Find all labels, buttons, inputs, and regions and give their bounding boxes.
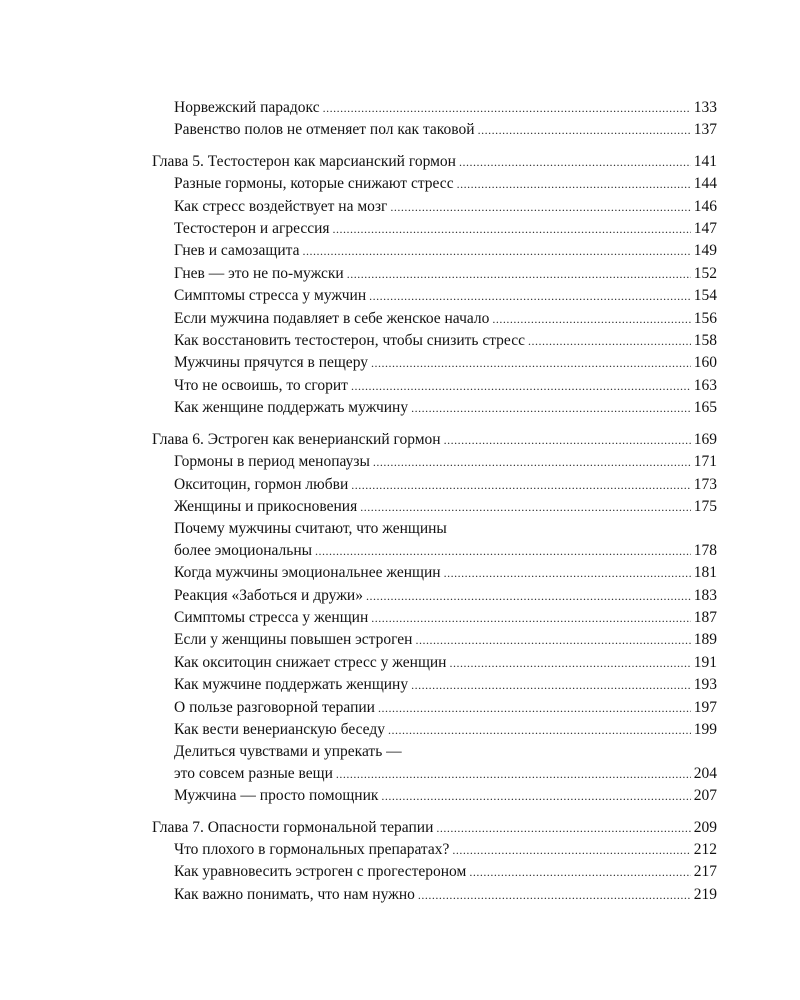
dot-leader xyxy=(411,675,691,696)
toc-subsection-entry xyxy=(152,330,717,352)
toc-entry-title: Если мужчина подавляет в себе женское начало xyxy=(174,309,490,327)
section-gap xyxy=(152,808,717,817)
toc-page-number: 156 xyxy=(693,309,717,327)
toc-page-number: 137 xyxy=(693,121,717,139)
toc-subsection-entry xyxy=(152,97,717,119)
dot-leader xyxy=(459,152,691,173)
toc-entry-title: Глава 7. Опасности гормональной терапии xyxy=(152,818,434,836)
toc-page-number: 193 xyxy=(693,676,717,694)
toc-subsection-entry xyxy=(152,741,717,785)
toc-entry-title: Тестостерон и агрессия xyxy=(174,220,330,238)
toc-subsection-entry xyxy=(152,652,717,674)
dot-leader xyxy=(369,286,691,307)
toc-entry-title: Что не освоишь, то сгорит xyxy=(174,376,348,394)
toc-page-number: 141 xyxy=(693,152,717,170)
toc-chapter-entry xyxy=(152,151,717,173)
toc-subsection-entry xyxy=(152,308,717,330)
dot-leader xyxy=(452,840,690,861)
toc-page-number: 212 xyxy=(693,841,717,858)
toc-entry-title-continued: это совсем разные вещи xyxy=(174,764,333,782)
dot-leader xyxy=(388,720,691,741)
toc-subsection-entry xyxy=(152,240,717,262)
toc-page-number: 207 xyxy=(693,787,717,805)
dot-leader xyxy=(333,219,691,240)
toc-entry-title: Реакция «Заботься и дружи» xyxy=(174,586,363,604)
toc-subsection-entry xyxy=(152,173,717,195)
toc-page-number: 160 xyxy=(693,354,717,372)
dot-leader xyxy=(303,241,691,262)
toc-entry-title-continued: более эмоциональны xyxy=(174,541,313,559)
toc-entry-title: Как восстановить тестостерон, чтобы снизить стресс xyxy=(174,332,525,350)
toc-subsection-entry xyxy=(152,518,717,562)
toc-subsection-entry xyxy=(152,674,717,696)
dot-leader xyxy=(378,698,691,719)
toc-page-number: 199 xyxy=(693,720,717,738)
toc-page-number: 209 xyxy=(693,818,717,836)
dot-leader xyxy=(366,586,691,607)
toc-entry-title: Мужчины прячутся в пещеру xyxy=(174,354,368,372)
toc-entry-title: Как уравновесить эстроген с прогестероном xyxy=(174,863,467,881)
toc-entry-title: Как важно понимать, что нам нужно xyxy=(174,885,415,903)
toc-page-number: 217 xyxy=(693,863,717,881)
toc-subsection-entry xyxy=(152,375,717,397)
dot-leader xyxy=(390,197,690,218)
toc-page-number: 163 xyxy=(693,376,717,394)
toc-entry-title: О пользе разговорной терапии xyxy=(174,698,375,716)
dot-leader xyxy=(323,98,691,119)
section-gap xyxy=(152,142,717,151)
dot-leader xyxy=(444,563,691,584)
toc-subsection-entry xyxy=(152,719,717,741)
toc-entry-title: Как окситоцин снижает стресс у женщин xyxy=(174,653,447,671)
toc-subsection-entry xyxy=(152,119,717,141)
toc-page-number: 219 xyxy=(693,885,717,903)
toc-entry-title: Симптомы стресса у мужчин xyxy=(174,287,367,305)
dot-leader xyxy=(336,764,691,785)
toc-page-number: 204 xyxy=(693,764,717,782)
toc-subsection-entry xyxy=(152,697,717,719)
toc-page-number: 149 xyxy=(693,242,717,260)
dot-leader xyxy=(436,818,690,839)
toc-subsection-entry xyxy=(152,785,717,807)
dot-leader xyxy=(418,885,691,906)
dot-leader xyxy=(528,331,691,352)
toc-page-number: 147 xyxy=(693,220,717,238)
toc-entry-title: Делиться чувствами и упрекать — xyxy=(174,743,402,761)
toc-entry-title: Как женщине поддержать мужчину xyxy=(174,399,409,417)
dot-leader xyxy=(371,608,691,629)
toc-page-number: 154 xyxy=(693,287,717,305)
dot-leader xyxy=(351,376,691,397)
toc-subsection-entry xyxy=(152,474,717,496)
dot-leader xyxy=(360,497,691,518)
toc-entry-title: Почему мужчины считают, что женщины xyxy=(174,520,447,538)
dot-leader xyxy=(415,630,690,651)
dot-leader xyxy=(444,430,691,451)
dot-leader xyxy=(449,653,690,674)
toc-entry-title: Как стресс воздействует на мозг xyxy=(174,197,388,215)
toc-subsection-entry xyxy=(152,263,717,285)
toc-entry-title: Симптомы стресса у женщин xyxy=(174,608,369,626)
dot-leader xyxy=(469,862,690,883)
toc-page-number: 152 xyxy=(693,264,717,282)
toc-subsection-entry xyxy=(152,397,717,419)
toc-page-number: 189 xyxy=(693,631,717,649)
dot-leader xyxy=(347,264,691,285)
section-gap xyxy=(152,420,717,429)
toc-entry-title: Окситоцин, гормон любви xyxy=(174,475,349,493)
toc-page-number: 178 xyxy=(693,541,717,559)
toc-page-number: 146 xyxy=(693,197,717,215)
toc-page-number: 165 xyxy=(693,399,717,417)
toc-page-number: 169 xyxy=(693,430,717,448)
toc-entry-title: Как вести венерианскую беседу xyxy=(174,720,385,738)
dot-leader xyxy=(315,541,691,562)
toc-page-number: 197 xyxy=(693,698,717,716)
toc-subsection-entry xyxy=(152,607,717,629)
toc-subsection-entry xyxy=(152,196,717,218)
toc-page-number: 181 xyxy=(693,564,717,582)
dot-leader xyxy=(492,309,690,330)
toc-entry-title: Глава 5. Тестостерон как марсианский гормон xyxy=(152,152,456,170)
toc-subsection-entry xyxy=(152,451,717,473)
toc-page-number: 175 xyxy=(693,497,717,515)
dot-leader xyxy=(381,786,690,807)
dot-leader xyxy=(351,475,691,496)
toc-subsection-entry xyxy=(152,585,717,607)
toc-subsection-entry xyxy=(152,496,717,518)
toc-entry-title: Что плохого в гормональных препаратах? xyxy=(174,841,450,858)
toc-entry-title: Женщины и прикосновения xyxy=(174,497,358,515)
toc-page-number: 158 xyxy=(693,332,717,350)
dot-leader xyxy=(411,398,691,419)
toc-page-number: 187 xyxy=(693,608,717,626)
toc-page-number: 183 xyxy=(693,586,717,604)
toc-entry-title: Равенство полов не отменяет пол как таковой xyxy=(174,121,475,139)
toc-subsection-entry xyxy=(152,352,717,374)
toc-entry-title: Разные гормоны, которые снижают стресс xyxy=(174,175,454,193)
toc-entry-title: Глава 6. Эстроген как венерианский гормон xyxy=(152,430,441,448)
toc-entry-title: Когда мужчины эмоциональнее женщин xyxy=(174,564,441,582)
dot-leader xyxy=(457,174,691,195)
toc-page-number: 144 xyxy=(693,175,717,193)
toc-page-number: 133 xyxy=(693,99,717,116)
toc-subsection-entry xyxy=(152,884,717,906)
table-of-contents xyxy=(152,97,717,906)
toc-entry-title: Если у женщины повышен эстроген xyxy=(174,631,413,649)
toc-subsection-entry xyxy=(152,839,717,861)
toc-subsection-entry xyxy=(152,218,717,240)
toc-subsection-entry xyxy=(152,629,717,651)
toc-subsection-entry xyxy=(152,861,717,883)
toc-entry-title: Гнев и самозащита xyxy=(174,242,300,260)
dot-leader xyxy=(478,120,691,141)
toc-chapter-entry xyxy=(152,429,717,451)
toc-entry-title: Как мужчине поддержать женщину xyxy=(174,676,409,694)
toc-subsection-entry xyxy=(152,562,717,584)
toc-page-number: 171 xyxy=(693,453,717,471)
dot-leader xyxy=(371,353,691,374)
toc-entry-title: Мужчина — просто помощник xyxy=(174,787,379,805)
toc-entry-title: Гнев — это не по-мужски xyxy=(174,264,344,282)
toc-page-number: 173 xyxy=(693,475,717,493)
toc-page-number: 191 xyxy=(693,653,717,671)
toc-chapter-entry xyxy=(152,817,717,839)
dot-leader xyxy=(373,452,691,473)
toc-entry-title: Норвежский парадокс xyxy=(174,99,320,116)
toc-entry-title: Гормоны в период менопаузы xyxy=(174,453,370,471)
toc-subsection-entry xyxy=(152,285,717,307)
